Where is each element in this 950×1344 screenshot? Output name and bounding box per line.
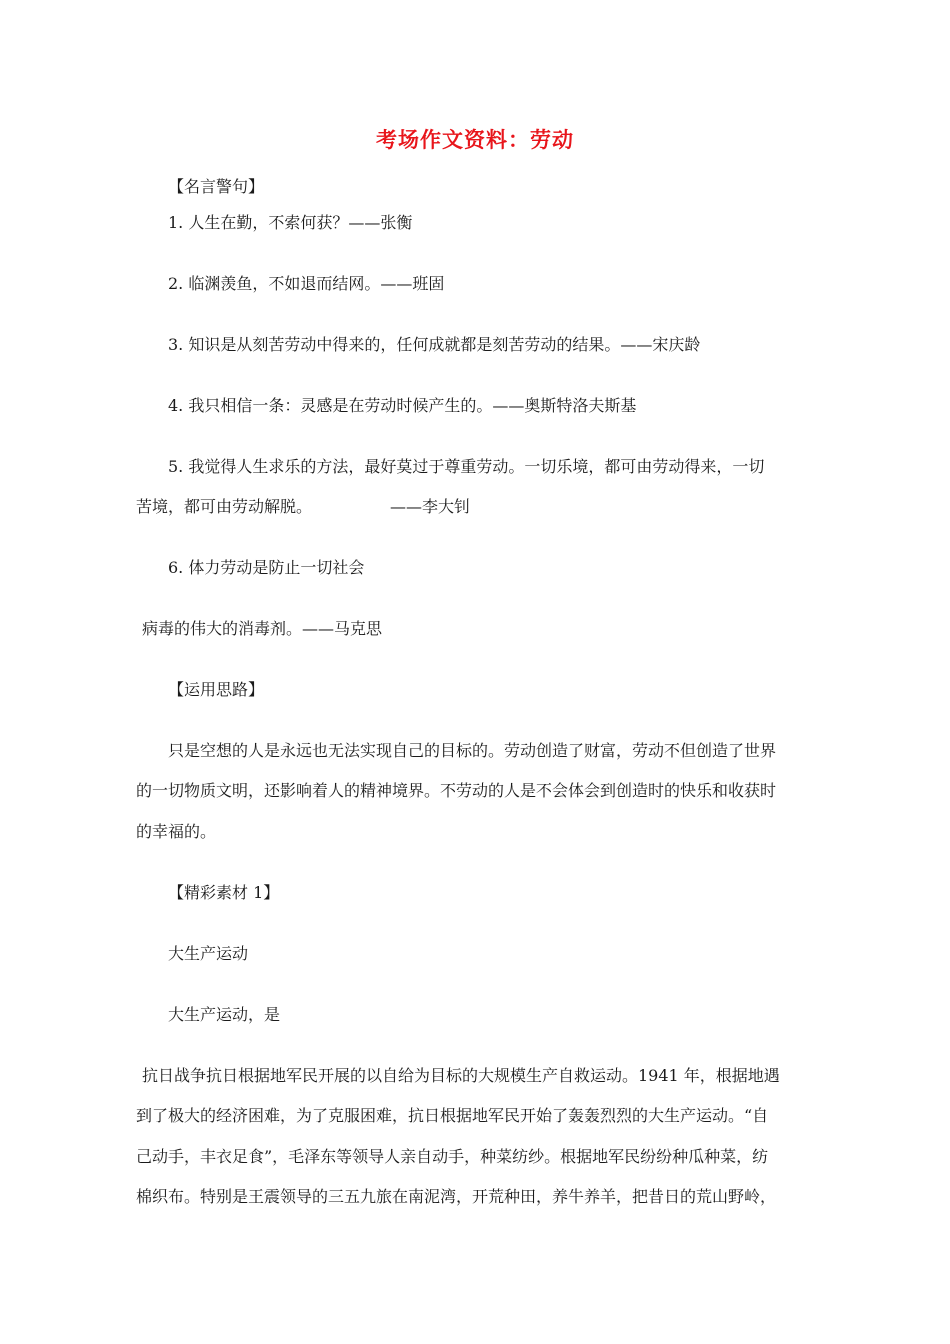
quote-continuation (136, 497, 470, 517)
quote-continuation-text: 苦境，都可由劳动解脱。 (136, 497, 313, 516)
material-title: 大生产运动 (168, 944, 249, 963)
paragraph-line: 的一切物质文明，还影响着人的精神境界。不劳动的人是不会体会到创造时的快乐和收获时 (136, 781, 777, 800)
paragraph-line: 的幸福的。 (136, 822, 217, 841)
paragraph-line: 只是空想的人是永远也无法实现自己的目标的。劳动创造了财富，劳动不但创造了世界 (168, 741, 777, 760)
paragraph-line: 到了极大的经济困难，为了克服困难，抗日根据地军民开始了轰轰烈烈的大生产运动。“自 (136, 1106, 769, 1125)
paragraph-line: 棉织布。特别是王震领导的三五九旅在南泥湾，开荒种田，养牛养羊，把昔日的荒山野岭， (136, 1187, 777, 1206)
quote-item: 1. 人生在勤，不索何获？——张衡 (168, 213, 413, 232)
quote-item: 6. 体力劳动是防止一切社会 (168, 558, 365, 577)
material-intro: 大生产运动，是 (168, 1005, 281, 1024)
section-heading-approach: 【运用思路】 (168, 680, 265, 699)
document-title: 考场作文资料：劳动 (376, 128, 574, 152)
section-heading-material: 【精彩素材 1】 (168, 883, 280, 902)
quote-item: 3. 知识是从刻苦劳动中得来的，任何成就都是刻苦劳动的结果。——宋庆龄 (168, 335, 701, 354)
quote-item: 2. 临渊羡鱼，不如退而结网。——班固 (168, 274, 445, 293)
quote-continuation: 病毒的伟大的消毒剂。——马克思 (142, 619, 383, 638)
quote-item: 5. 我觉得人生求乐的方法，最好莫过于尊重劳动。一切乐境，都可由劳动得来，一切 (168, 457, 765, 476)
paragraph-line: 抗日战争抗日根据地军民开展的以自给为目标的大规模生产自救运动。1941 年，根据地遇 (142, 1066, 780, 1085)
paragraph-line: 己动手，丰衣足食”，毛泽东等领导人亲自动手，种菜纺纱。根据地军民纷纷种瓜种菜，纺 (136, 1147, 769, 1166)
quote-item: 4. 我只相信一条：灵感是在劳动时候产生的。——奥斯特洛夫斯基 (168, 396, 637, 415)
quote-author: ——李大钊 (390, 497, 471, 516)
section-heading-quotes: 【名言警句】 (168, 177, 265, 196)
